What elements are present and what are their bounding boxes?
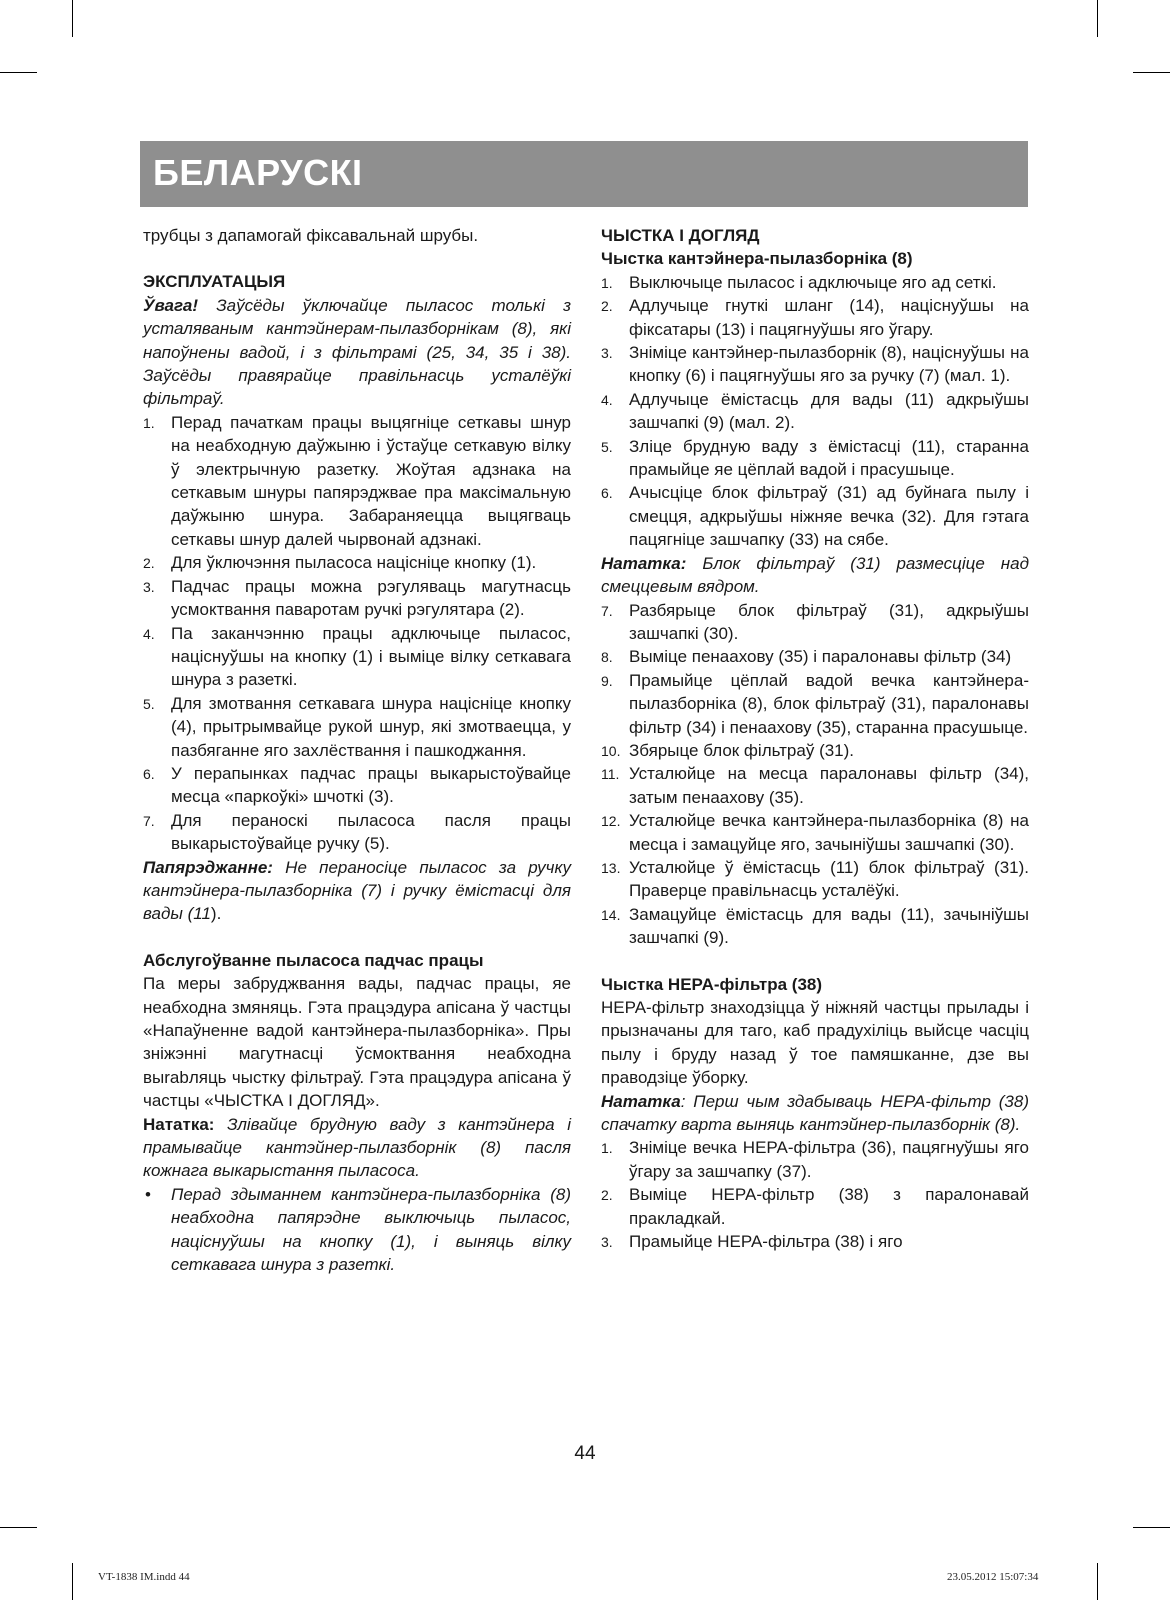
list-item-number: 2.: [601, 1187, 613, 1204]
container-steps-list: [601, 271, 1029, 552]
care-heading: ЧЫСТКА І ДОГЛЯД: [601, 226, 760, 245]
list-item-text: У перапынках падчас працы выкарыстоўвайце месца «паркоўкі» шчоткі (3).: [171, 763, 571, 807]
warning-paragraph: [143, 294, 571, 411]
list-item: [143, 762, 571, 809]
left-column: [143, 224, 571, 1276]
crop-mark-left-top: [0, 72, 37, 73]
crop-mark-right-top: [1133, 72, 1170, 73]
note1-label: Нататка:: [601, 553, 687, 573]
list-item-text: Зніміце вечка HEPA-фільтра (36), пацягнуўшы яго ўгару за зашчапку (37).: [629, 1138, 1029, 1181]
note1-text: Блок фільтраў (31) размесціце над смеццевым вядром.: [601, 553, 1029, 597]
list-item-number: 14.: [601, 906, 621, 923]
list-item-text: Для змотвання сеткавага шнура націсніце кнопку (4), прытрымвайце рукой шнур, які змотваецца, у пазбяганне яго захлёствання і пашкоджання.: [171, 693, 571, 760]
list-item-number: 7.: [601, 602, 613, 619]
list-item-text: Зніміце кантэйнер-пылазборнік (8), націснуўшы на кнопку (6) і пацягнуўшы яго за ручку (7) (мал. 1).: [629, 343, 1029, 386]
list-item-text: Выміце HEPA-фільтр (38) з паралонавай пракладкай.: [629, 1185, 1029, 1228]
page-number: 44: [574, 1443, 596, 1464]
note-label: Нататка:: [143, 1114, 215, 1134]
list-item: [143, 551, 571, 574]
list-item-text: Зліце брудную ваду з ёмістасці (11), старанна прамыйце яе цёплай вадой і прасушыце.: [629, 436, 1029, 480]
warning-label: Ўвага!: [143, 295, 198, 315]
crop-mark-left-bottom: [0, 1527, 37, 1528]
list-item-text: Падчас працы можна рэгуляваць магутнасць усмоктвання паваротам ручкі рэгулятара (2).: [171, 576, 571, 620]
crop-mark-right-bottom: [1133, 1527, 1170, 1528]
list-item-number: 1.: [601, 1140, 613, 1157]
list-item: [143, 411, 571, 551]
list-item: [601, 1136, 1029, 1183]
list-item-text: Для пераноскі пыласоса пасля працы выкарыстоўвайце ручку (5).: [171, 810, 571, 854]
list-item: [143, 809, 571, 856]
list-item-text: Выключыце пыласос і адключыце яго ад сеткі.: [629, 272, 997, 292]
container-cleaning-heading: Чыстка кантэйнера-пылазборніка (8): [601, 249, 913, 269]
list-item-number: 3.: [143, 578, 155, 595]
list-item-number: 8.: [601, 649, 613, 666]
list-item-text: Усталюйце ў ёмістасць (11) блок фільтраў (31). Праверце правільнасць усталёўкі.: [629, 857, 1029, 901]
list-item: [143, 692, 571, 762]
list-item: [601, 762, 1029, 809]
list-item-number: 2.: [143, 555, 155, 572]
list-item-number: 1.: [601, 274, 613, 291]
note-text: Злівайце брудную ваду з кантэйнера і прамывайце кантэйнер-пылазборнік (8) пасля кожнага выкарыстання пыласоса.: [143, 1114, 571, 1181]
crop-mark-bottom-left: [72, 1563, 73, 1600]
footer-timestamp: 23.05.2012 15:07:34: [947, 1571, 1039, 1583]
list-item-number: 10.: [601, 742, 621, 759]
list-item-number: 3.: [601, 345, 613, 362]
crop-mark-top-right: [1097, 0, 1098, 37]
service-text: Па меры забруджвання вады, падчас працы, яе неабходна змяняць. Гэта працэдура апісана ў частцы «Напаўненне вадой кантэйнера-пылазборніка». Пры зніжэнні магутнасці ўсмоктвання неабходна выrabляць чыстку фільтраў. Гэта працэдура апісана ў частцы «ЧЫСТКА І ДОГЛЯД».: [143, 974, 571, 1111]
list-item-text: Адлучыце ёмістасць для вады (11) адкрыўшы зашчапкі (9) (мал. 2).: [629, 389, 1029, 433]
list-item-number: 11.: [601, 766, 620, 783]
list-item: [601, 669, 1029, 739]
list-item: [601, 341, 1029, 388]
list-item-text: Выміце пенаахову (35) і паралонавы фільтр (34): [629, 647, 1012, 667]
list-item: [601, 645, 1029, 668]
list-item: [601, 903, 1029, 950]
hepa-heading: Чыстка HEPA-фільтра (38): [601, 974, 823, 994]
list-item: [601, 856, 1029, 903]
list-item-number: 5.: [601, 438, 613, 455]
list-item: [143, 622, 571, 692]
list-item-text: Прамыйце HEPA-фільтра (38) і яго: [629, 1232, 903, 1252]
list-item-text: Разбярыце блок фільтраў (31), адкрыўшы зашчапкі (30).: [629, 600, 1029, 643]
list-item: [601, 294, 1029, 341]
list-item: [143, 575, 571, 622]
filter-steps-list: [601, 599, 1029, 950]
note2-text: : Перш чым здабываць HEPA-фільтр (38) спачатку варта выняць кантэйнер-пылазборнік (8).: [601, 1091, 1029, 1135]
list-item-text: Ачысціце блок фільтраў (31) ад буйнага пылу і смецця, адкрыўшы ніжняе вечка (32). Для гэтага пацягніце зашчапку (33) на сябе.: [629, 483, 1029, 550]
note-paragraph: [143, 1113, 571, 1183]
footer-file-name: VT-1838 IM.indd 44: [98, 1571, 190, 1583]
caution-text: Не пераносіце пыласос за ручку кантэйнера-пылазборніка (7) і ручку ёмістасці для вады (11: [143, 857, 571, 924]
list-item: [601, 481, 1029, 551]
crop-mark-bottom-right: [1097, 1563, 1098, 1600]
list-item-number: 5.: [143, 695, 155, 712]
caution-label: Папярэджанне:: [143, 857, 273, 877]
list-item-text: Прамыйце цёплай вадой вечка кантэйнера-пылазборніка (8), блок фільтраў (31), паралонавы фільтр (34) і пенаахову (35), старанна прасушыце.: [629, 670, 1029, 737]
list-item-text: Усталюйце вечка кантэйнера-пылазборніка (8) на месца і замацуйце яго, зачыніўшы зашчапкі (30).: [629, 811, 1029, 854]
note2-label: Нататка: [601, 1091, 681, 1111]
bullet-item: [143, 1183, 571, 1277]
caution-tail: ).: [210, 904, 222, 924]
bullet-icon: •: [145, 1184, 151, 1204]
list-item-number: 9.: [601, 672, 613, 689]
list-item-text: Па заканчэнню працы адключыце пыласос, націснуўшы на кнопку (1) і выміце вілку сеткавага шнура з разеткі.: [171, 623, 571, 690]
list-item-text: Усталюйце на месца паралонавы фільтр (34), затым пенаахову (35).: [629, 764, 1029, 807]
crop-mark-top-left: [72, 0, 73, 37]
operation-steps-list: [143, 411, 571, 856]
hepa-text: HEPA-фільтр знаходзіцца ў ніжняй частцы прылады і прызначаны для таго, каб прадухіліць выйсце часціц пылу і бруду назад ў тое памяшканне, дзе вы праводзіце ўборку.: [601, 998, 1029, 1088]
list-item-number: 2.: [601, 298, 613, 315]
list-item: [601, 809, 1029, 856]
list-item-number: 6.: [143, 765, 155, 782]
list-item-number: 3.: [601, 1234, 613, 1251]
list-item: [601, 1183, 1029, 1230]
caution-paragraph: [143, 856, 571, 926]
list-item-text: Для ўключэння пыласоса націсніце кнопку (1).: [171, 553, 537, 573]
list-item-number: 6.: [601, 485, 613, 502]
list-item: [601, 388, 1029, 435]
bullet-text: Перад здыманнем кантэйнера-пылазборніка (8) неабходна папярэдне выключыць пыласос, націснуўшы на кнопку (1), і выняць вілку сеткавага шнура з разеткі.: [171, 1184, 571, 1275]
page-title: БЕЛАРУСКІ: [153, 152, 363, 193]
list-item: [601, 271, 1029, 294]
list-item-number: 1.: [143, 414, 155, 431]
operation-heading: ЭКСПЛУАТАЦЫЯ: [143, 272, 286, 292]
list-item-text: Перад пачаткам працы выцягніце сеткавы шнур на неабходную даўжыню і ўстаўце сеткавую вілку ў электрычную разетку. Жоўтая адзнака на сеткавым шнуры папярэджвае пра максімальную даўжыню шнура. Забараняецца выцягваць сеткавы шнур далей чырвонай адзнакі.: [171, 412, 571, 549]
list-item: [601, 1230, 1029, 1253]
hepa-steps-list: [601, 1136, 1029, 1253]
warning-text: Заўсёды ўключайце пыласос толькі з усталяваным кантэйнерам-пылазборнікам (8), які напоўнены вадой, і з фільтрамі (25, 34, 35 і 38). Заўсёды правярайце правільнасць усталёўкі фільтраў.: [143, 295, 571, 409]
list-item-text: Збярыце блок фільтраў (31).: [629, 740, 855, 760]
intro-text: трубцы з дапамогай фіксавальнай шрубы.: [143, 226, 479, 245]
note1-paragraph: [601, 552, 1029, 599]
language-banner: [140, 141, 1028, 207]
list-item-number: 12.: [601, 813, 621, 830]
list-item: [601, 435, 1029, 482]
list-item-number: 13.: [601, 859, 621, 876]
service-heading: Абслугоўванне пыласоса падчас працы: [143, 950, 484, 970]
note2-paragraph: [601, 1090, 1029, 1137]
list-item-number: 7.: [143, 812, 155, 829]
list-item-number: 4.: [143, 625, 155, 642]
right-column: [601, 224, 1029, 1253]
list-item-number: 4.: [601, 391, 613, 408]
list-item-text: Адлучыце гнуткі шланг (14), націснуўшы на фіксатары (13) і пацягнуўшы яго ўгару.: [629, 296, 1029, 339]
list-item-text: Замацуйце ёмістасць для вады (11), зачыніўшы зашчапкі (9).: [629, 904, 1029, 948]
list-item: [601, 739, 1029, 762]
list-item: [601, 599, 1029, 646]
